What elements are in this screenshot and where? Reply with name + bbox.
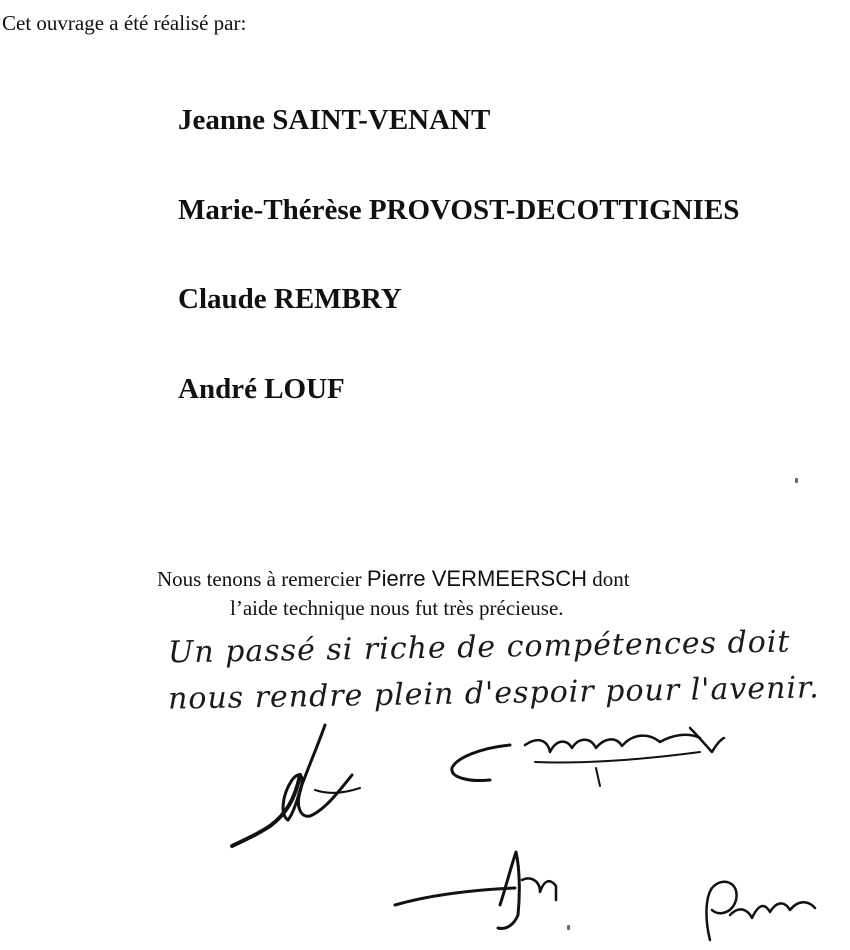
signatures bbox=[0, 700, 850, 950]
acknowledgement-before: Nous tenons à remercier bbox=[157, 567, 367, 591]
acknowledgement-after: dont bbox=[586, 567, 630, 591]
signature-bottom-middle bbox=[395, 852, 556, 928]
acknowledgement-line-2: l’aide technique nous fut très précieuse. bbox=[230, 596, 564, 620]
handwritten-note-line-2: nous rendre plein d'espoir pour l'avenir. bbox=[167, 670, 820, 717]
acknowledged-person: Pierre VERMEERSCH bbox=[366, 566, 587, 591]
signature-right bbox=[452, 728, 724, 786]
paper-speck bbox=[795, 478, 798, 483]
author-name: André LOUF bbox=[178, 373, 345, 405]
signature-left bbox=[232, 725, 360, 846]
author-name: Marie-Thérèse PROVOST-DECOTTIGNIES bbox=[178, 194, 740, 226]
signature-bottom-right bbox=[706, 882, 815, 940]
acknowledgement-line-1 bbox=[157, 565, 630, 593]
author-name: Jeanne SAINT-VENANT bbox=[178, 104, 491, 136]
handwritten-note-line-1: Un passé si riche de compétences doit bbox=[167, 624, 791, 671]
paper-speck bbox=[567, 925, 570, 930]
author-name: Claude REMBRY bbox=[178, 283, 402, 315]
intro-text: Cet ouvrage a été réalisé par: bbox=[2, 11, 247, 35]
